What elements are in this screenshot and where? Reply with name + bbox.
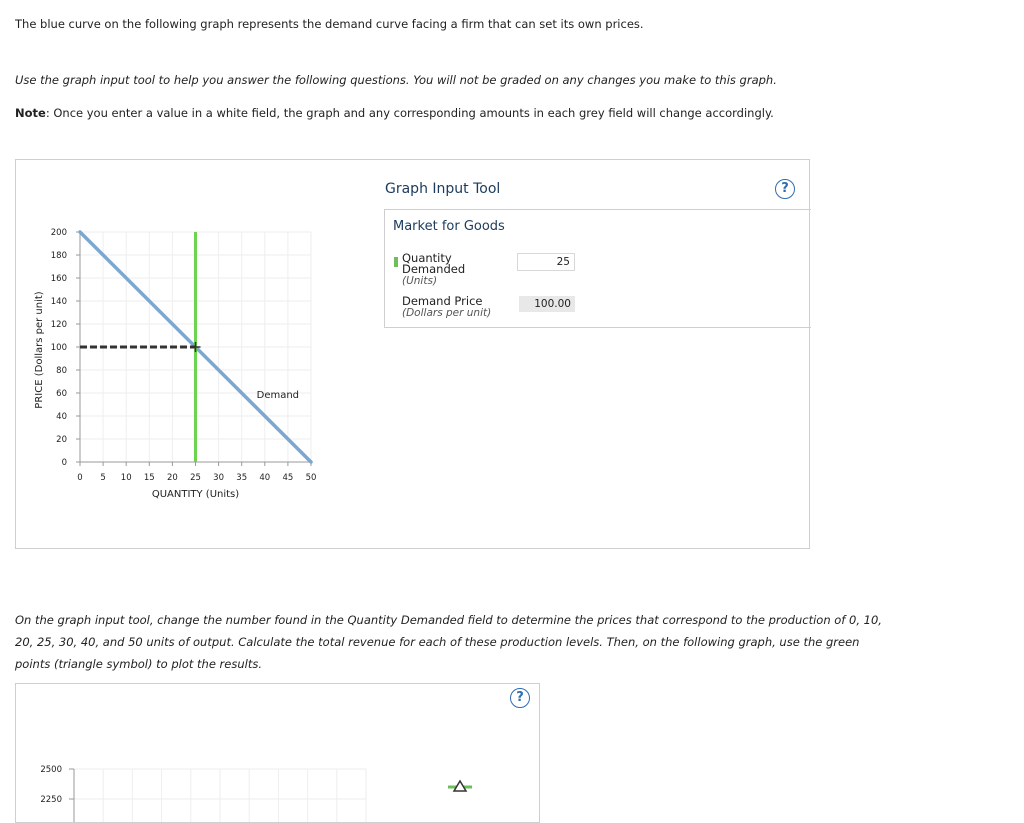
intro-text: The blue curve on the following graph represents the demand curve facing a firm that can set its own prices. [15,17,644,31]
x-tick-label: 25 [190,473,201,483]
x-tick-label: 5 [100,473,106,483]
y-tick-label: 140 [50,297,67,307]
x-tick-label: 45 [282,473,294,483]
x-tick-label: 50 [305,473,317,483]
y-tick-label: 60 [56,389,67,399]
y-axis-label: PRICE (Dollars per unit) [34,291,45,409]
demand-price-field: 100.00 [519,296,575,312]
market-title: Market for Goods [393,219,505,234]
y-tick-label: 80 [56,366,67,376]
y-tick-label: 2250 [40,795,62,805]
note-label: Note [15,106,46,120]
y-tick-label: 200 [50,228,67,238]
y-tick-label: 2500 [40,765,62,775]
y-tick-label: 40 [56,412,67,422]
demand-label: Demand [256,390,300,401]
help-button-2[interactable] [510,688,530,708]
help-button[interactable] [775,179,795,199]
quantity-label: Quantity Demanded [402,251,466,276]
note-text [15,106,774,120]
y-tick-label: 0 [61,458,67,468]
question-text: On the graph input tool, change the number found in the Quantity Demanded field to determine the prices that correspond to the production of 0, 10, 20, 25, 30, 40, and 50 units of output. Calculate the total revenue for each of these production levels. Then, on the following graph, use the green points (triangle symbol) to plot the results. [15,613,882,671]
question-mark-icon: ? [781,181,789,196]
price-label: Demand Price [402,294,483,308]
x-tick-label: 30 [213,473,225,483]
x-tick-label: 35 [236,473,248,483]
y-tick-label: 20 [56,435,67,445]
y-tick-label: 180 [50,251,67,261]
x-axis-label: QUANTITY (Units) [151,489,240,500]
price-unit: (Dollars per unit) [402,307,492,319]
y-tick-label: 160 [50,274,67,284]
revenue-chart[interactable] [16,684,539,822]
graph-panel [15,159,810,549]
revenue-graph-panel [15,683,540,823]
x-tick-label: 40 [259,473,271,483]
note-body: : Once you enter a value in a white field, the graph and any corresponding amounts in each grey field will change accordingly. [45,106,774,120]
x-tick-label: 20 [166,473,178,483]
demand-chart[interactable] [16,160,376,548]
graph-input-tool-title: Graph Input Tool [385,181,501,197]
y-tick-label: 120 [50,320,67,330]
y-tick-label: 100 [50,343,67,353]
instructions-text: Use the graph input tool to help you answer the following questions. You will not be graded on any changes you make to this graph. [15,73,777,87]
quantity-demanded-input[interactable] [517,253,575,271]
quantity-swatch [394,257,398,267]
quantity-unit: (Units) [402,275,438,287]
x-tick-label: 10 [120,473,132,483]
question-mark-icon: ? [516,690,524,705]
x-tick-label: 15 [143,473,155,483]
x-tick-label: 0 [77,473,83,483]
graph-input-tool-box [384,209,811,328]
